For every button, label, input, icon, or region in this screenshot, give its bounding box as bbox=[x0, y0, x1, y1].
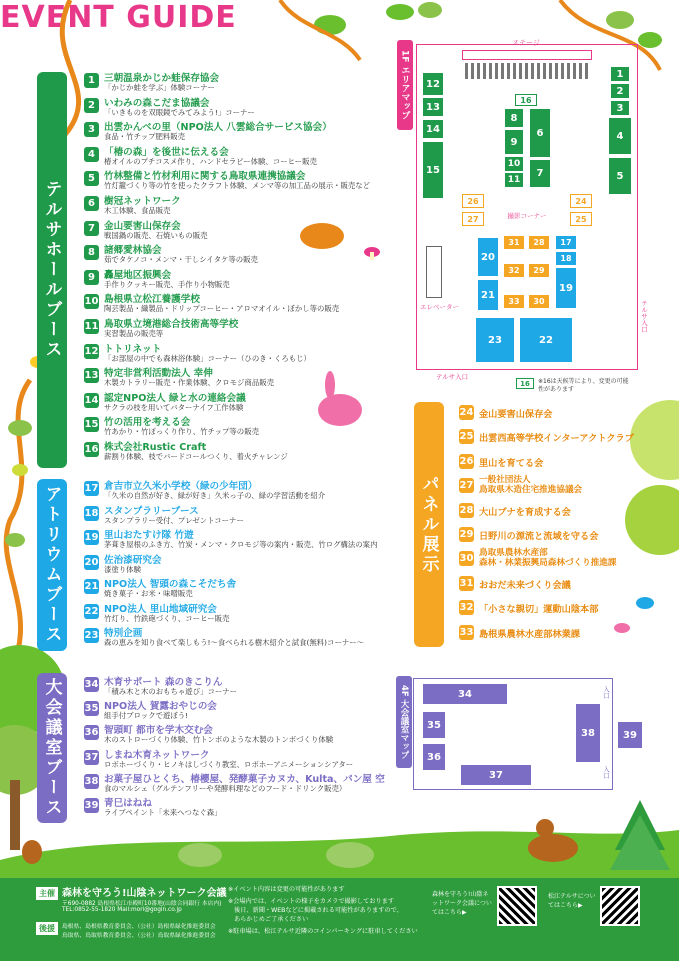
footer bbox=[0, 878, 679, 961]
event-description: 茹でタケノコ・メンマ・干しシイタケ等の販売 bbox=[104, 255, 258, 265]
event-number-badge: 19 bbox=[84, 532, 99, 543]
panel-number-badge: 28 bbox=[459, 504, 474, 516]
koen-line1: 島根県、島根県教育委員会、（公社）島根県緑化推進委員会 bbox=[62, 924, 216, 930]
event-description: 木のストローづくり体験、竹トンボのような木製のトンボづくり体験 bbox=[104, 735, 334, 745]
event-description: 「いきものを双眼鏡でみてみよう!」コーナー bbox=[104, 107, 255, 117]
event-number-badge: 5 bbox=[84, 171, 99, 186]
event-number-badge: 34 bbox=[84, 679, 99, 690]
section-daikaigi-tab: 大会議室ブース bbox=[37, 673, 67, 823]
event-title: 青巳はねね bbox=[104, 798, 152, 809]
page-title: EVENT GUIDE bbox=[0, 0, 237, 35]
event-description: 木工体験、食品販売 bbox=[104, 206, 171, 215]
panel-number-badge: 30 bbox=[459, 553, 474, 565]
event-number-badge: 1 bbox=[84, 73, 99, 88]
entrance-right-label: テルサ入口 bbox=[640, 300, 648, 333]
event-number-badge: 15 bbox=[84, 419, 99, 431]
event-number-badge: 23 bbox=[84, 630, 99, 641]
event-number-badge: 10 bbox=[84, 296, 99, 308]
note-1: ※イベント内容は変更の可能性があります bbox=[228, 886, 345, 893]
org-contact: TEL:0852-55-1820 Mail:mori@gogin.co.jp bbox=[62, 907, 182, 913]
event-description: スタンプラリー受付、プレゼントコーナー bbox=[104, 515, 244, 525]
event-title: 佐治漆研究会 bbox=[104, 554, 162, 566]
event-description: 陶芸製品・織製品・ドリップコーヒー・アロマオイル・ぼかし等の販売 bbox=[104, 304, 340, 314]
satsuei-label: 撮影コーナー bbox=[507, 212, 547, 220]
note-3: 後日、新聞・WEBなどに掲載される可能性がありますので、 bbox=[234, 907, 403, 914]
event-number-badge: 4 bbox=[84, 147, 99, 162]
event-description: 森の恵みを知り食べて楽しもう!〜食べられる樹木紹介と試食(無料)コーナー〜 bbox=[104, 638, 365, 647]
note-2: ※会場内では、イベントの様子をカメラで撮影しております bbox=[228, 898, 395, 905]
event-number-badge: 16 bbox=[84, 444, 99, 455]
event-title: 三朝温泉かじか蛙保存協会 bbox=[104, 73, 220, 84]
section-panel-tab: パネル展示 bbox=[414, 402, 444, 647]
event-title: 竹林整備と竹材利用に関する鳥取県連携協議会 bbox=[104, 171, 306, 183]
event-title: 金山要害山保存会 bbox=[104, 220, 181, 232]
entrance-4f-1: 入口 bbox=[602, 686, 610, 699]
event-title: 樹冠ネットワーク bbox=[104, 196, 181, 207]
event-description: 実習製品の販売等 bbox=[104, 329, 164, 338]
event-number-badge: 18 bbox=[84, 507, 99, 519]
event-title: 特定非営利活動法人 幸伸 bbox=[104, 368, 213, 380]
panel-title: 一般社団法人 鳥取県木造住宅推進協議会 bbox=[479, 475, 583, 496]
event-title: しまね木育ネットワーク bbox=[104, 749, 210, 761]
section-teruhall-tab: テルサホールブース bbox=[37, 72, 67, 468]
event-number-badge: 8 bbox=[84, 245, 99, 260]
event-description: ライブペイント「未来へつなぐ森」 bbox=[104, 808, 222, 817]
qr-code-2[interactable] bbox=[600, 886, 640, 926]
event-title: 里山おたすけ隊 竹遊 bbox=[104, 530, 194, 541]
note-4: あらかじめご了承ください bbox=[234, 916, 309, 923]
event-number-badge: 39 bbox=[84, 800, 99, 811]
shusai-label: 主催 bbox=[36, 887, 58, 900]
event-number-badge: 7 bbox=[84, 221, 99, 236]
event-number-badge: 6 bbox=[84, 196, 99, 211]
event-description: 「かじか蛙を学ぶ」体験コーナー bbox=[104, 83, 215, 92]
stage bbox=[462, 50, 592, 60]
event-description: 漆塗り体験 bbox=[104, 564, 141, 574]
event-description: 手作りクッキー販売、手作り小物販売 bbox=[104, 279, 230, 289]
event-title: 智頭町 都市を学木交む会 bbox=[104, 725, 213, 737]
panel-title: 出雲西高等学校インターアクトクラブ bbox=[479, 433, 634, 445]
panel-title: 「小さな親切」運動山陰本部 bbox=[479, 604, 599, 616]
event-title: 特別企画 bbox=[104, 628, 143, 639]
koen-line2: 鳥取県、鳥取県教育委員会、（公社）鳥取県緑化推進委員会 bbox=[62, 933, 216, 939]
event-description: 竹灯籠づくり等の竹を使ったクラフト体験、メンマ等の加工品の展示・販売など bbox=[104, 181, 371, 191]
seating bbox=[465, 63, 590, 79]
panel-number-badge: 33 bbox=[459, 626, 474, 638]
event-number-badge: 17 bbox=[84, 483, 99, 494]
panel-title: 島根県農林水産部林業課 bbox=[479, 628, 581, 640]
panel-number-badge: 26 bbox=[459, 455, 474, 467]
panel-number-badge: 32 bbox=[459, 602, 474, 614]
panel-title: おおだ未来づくり会議 bbox=[479, 579, 571, 591]
koen-label: 後援 bbox=[36, 922, 58, 935]
event-title: お菓子屋ひとくち、椿櫻屋、発酵菓子カヌカ、Kulta、パン屋 空 bbox=[104, 773, 385, 785]
qr1-label: 森林を守ろう!山陰ネットワーク会議についてはこちら▶ bbox=[432, 891, 492, 916]
event-title: トトリネット bbox=[104, 343, 162, 355]
event-title: 島根県立松江養護学校 bbox=[104, 294, 200, 306]
event-title: 轟屋地区振興会 bbox=[104, 269, 172, 281]
event-number-badge: 3 bbox=[84, 122, 99, 137]
event-title: 認定NPO法人 緑と水の連絡会議 bbox=[104, 392, 246, 404]
entrance-bottom-label: テルサ入口 bbox=[436, 373, 469, 381]
event-description: 「積み木と木のおもちゃ遊び」コーナー bbox=[104, 687, 238, 696]
qr2-label: 松江テルサについてはこちら▶ bbox=[548, 893, 596, 909]
panel-title: 里山を育てる会 bbox=[479, 457, 544, 469]
event-description: 焼き菓子・お米・味噌販売 bbox=[104, 589, 193, 598]
note-5: ※駐車場は、松江テルサ近隣のコインパーキングに駐車してください bbox=[228, 928, 418, 935]
elevator-box bbox=[426, 246, 442, 298]
event-description: 食のマルシェ（グルテンフリーや発酵料理などのフード・ドリンク販売） bbox=[104, 783, 347, 793]
event-number-badge: 21 bbox=[84, 581, 99, 592]
event-description: 戦国鍋の販売、石焼いもの販売 bbox=[104, 230, 208, 240]
event-title: 木育サポート 森のきこりん bbox=[104, 677, 223, 688]
event-description: 薪割り体験、枝でバードコールつくり、着火チャレンジ bbox=[104, 452, 288, 461]
event-number-badge: 20 bbox=[84, 556, 99, 568]
event-description: 組手付ブロックで遊ぼう! bbox=[104, 711, 189, 721]
event-title: 鳥取県立境港総合技術高等学校 bbox=[104, 319, 239, 330]
map-4f-label: 4F 大会議室マップ bbox=[396, 676, 412, 768]
org-address: 〒690-0882 島根県松江市殿町10番地(山陰合同銀行 本店内) bbox=[62, 901, 222, 907]
section-atrium-tab: アトリウムブース bbox=[37, 479, 67, 651]
event-title: NPO法人 智頭の森こそだち舎 bbox=[104, 579, 237, 590]
event-title: NPO法人 里山地域研究会 bbox=[104, 603, 217, 615]
event-number-badge: 12 bbox=[84, 345, 99, 357]
event-description: サクラの枝を用いてバターナイフ工作体験 bbox=[104, 402, 244, 412]
event-title: スタンプラリーブース bbox=[104, 505, 199, 517]
panel-number-badge: 31 bbox=[459, 577, 474, 589]
panel-number-badge: 24 bbox=[459, 407, 474, 418]
panel-number-badge: 27 bbox=[459, 480, 474, 492]
event-description: 茅葺き屋根のふき方、竹炭・メンマ・クロモジ等の案内・販売、竹ログ構法の案内 bbox=[104, 540, 378, 549]
event-description: 「お部屋の中でも森林浴体験」コーナー（ひのき・くろもじ） bbox=[104, 353, 311, 363]
note-16-badge: 16 bbox=[516, 378, 534, 389]
event-title: NPO法人 賀露おやじの会 bbox=[104, 701, 217, 713]
map-1f-label: 1F エリアマップ bbox=[397, 40, 413, 130]
event-title: 「椿の森」を後世に伝える会 bbox=[104, 146, 229, 158]
event-title: 諸郷愛林協会 bbox=[104, 245, 162, 257]
qr-code-1[interactable] bbox=[497, 886, 537, 926]
event-title: 株式会社Rustic Craft bbox=[104, 442, 207, 453]
note-16-text: ※16は天候等により、変更の可能性があります bbox=[538, 378, 629, 393]
entrance-4f-2: 入口 bbox=[602, 766, 610, 779]
event-number-badge: 2 bbox=[84, 98, 99, 113]
panel-number-badge: 29 bbox=[459, 529, 474, 540]
event-description: 竹あかり・竹ぽっくり作り、竹チップ等の販売 bbox=[104, 427, 259, 437]
event-description: ロボホーづくり・ヒノキはしづくり教室、ロボホーアニメーションシアター bbox=[104, 759, 354, 769]
event-number-badge: 35 bbox=[84, 703, 99, 715]
event-description: 竹灯り、竹鉄砲づくり、コーヒー販売 bbox=[104, 613, 230, 623]
panel-number-badge: 25 bbox=[459, 431, 474, 443]
event-number-badge: 36 bbox=[84, 727, 99, 739]
panel-title: 大山ブナを育成する会 bbox=[479, 506, 571, 518]
event-description: 木製カトラリー販売・作業体験、クロモジ商品販売 bbox=[104, 378, 274, 388]
event-number-badge: 37 bbox=[84, 751, 99, 763]
event-title: いわみの森こだま協議会 bbox=[104, 97, 210, 109]
event-description: 「久米の自然が好き、緑が好き」久米っ子の、緑の学習活動を紹介 bbox=[104, 491, 326, 500]
org-name: 森林を守ろう!山陰ネットワーク会議 bbox=[62, 888, 227, 899]
panel-title: 金山要害山保存会 bbox=[479, 409, 553, 420]
event-description: 食品・竹チップ肥料販売 bbox=[104, 132, 186, 142]
event-title: 竹の活用を考える会 bbox=[104, 417, 191, 429]
stage-label: ステージ bbox=[512, 39, 540, 47]
event-number-badge: 22 bbox=[84, 605, 99, 617]
event-number-badge: 11 bbox=[84, 321, 99, 332]
event-title: 倉吉市立久米小学校（緑の少年団） bbox=[104, 481, 258, 492]
panel-title: 鳥取県農林水産部 森林・林業振興局森林づくり推進課 bbox=[479, 548, 617, 569]
event-number-badge: 38 bbox=[84, 775, 99, 787]
panel-title: 日野川の源流と流域を守る会 bbox=[479, 531, 599, 542]
event-number-badge: 13 bbox=[84, 370, 99, 382]
event-title: 出雲かんべの里（NPO法人 八雲総合サービス協会） bbox=[104, 122, 332, 134]
event-description: 椿オイルのプチコスメ作り、ハンドセラピー体験、コーヒー販売 bbox=[104, 156, 317, 166]
elevator-label: エレベーター bbox=[420, 303, 459, 311]
event-number-badge: 14 bbox=[84, 394, 99, 406]
event-number-badge: 9 bbox=[84, 270, 99, 285]
